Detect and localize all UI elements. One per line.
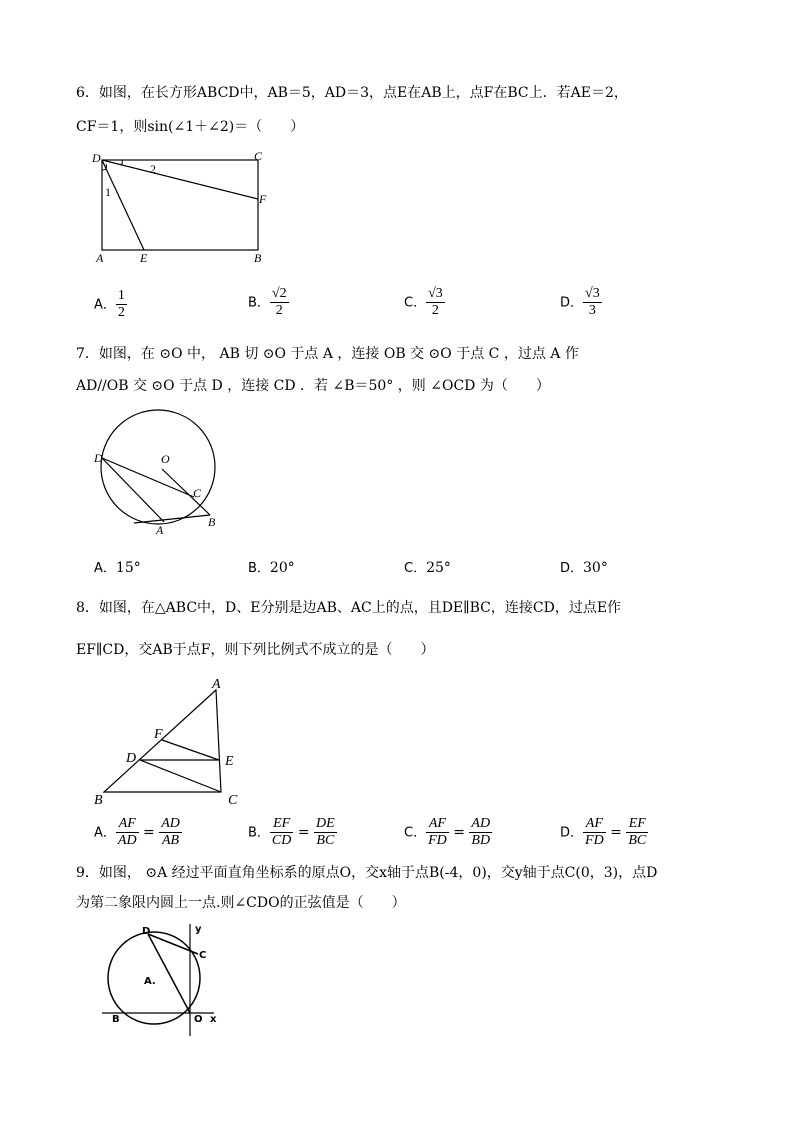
q7-label-a: A <box>156 523 164 535</box>
q6-option-a[interactable]: A． $\frac{1}{2}$ <box>94 288 125 320</box>
q7-circle-o <box>101 410 215 524</box>
q7-option-d[interactable]: D．30° <box>560 560 608 576</box>
q6-label-b: B <box>254 251 262 265</box>
q7-segment-ob <box>162 469 210 515</box>
q7-line1: 7．如图，在 ⊙O 中， AB 切 ⊙O 于点 A ，连接 OB 交 ⊙O 于点 C ，过点 A 作 <box>76 346 579 362</box>
q9-label-x: x <box>210 1014 217 1025</box>
q6-line1: 6．如图，在长方形ABCD中，AB＝5，AD＝3，点E在AB上，点F在BC上．若AE＝2， <box>76 85 628 101</box>
q8-triangle-figure <box>88 672 258 812</box>
q8-segment-cd <box>140 760 221 792</box>
q6-line2: CF＝1，则sin(∠1＋∠2)＝（ ） <box>76 119 305 135</box>
q6-label-e: E <box>140 251 148 265</box>
q9-label-o: O <box>194 1014 203 1025</box>
q8-line2: EF∥CD，交AB于点F，则下列比例式不成立的是（ ） <box>76 642 435 658</box>
q6-rectangle-figure <box>88 146 278 271</box>
q7-line2: AD//OB 交 ⊙O 于点 D ，连接 CD ．若 ∠B＝50° ，则 ∠OCD 为（ ） <box>76 378 550 394</box>
q9-label-c: C <box>199 950 207 961</box>
q7-segment-da <box>102 458 164 522</box>
q9-label-y: y <box>195 924 202 935</box>
q6-angle-2-arc <box>121 160 122 165</box>
q7-segment-dc <box>102 458 194 497</box>
q9-label-a: A. <box>144 976 156 987</box>
q7-label-d: D <box>94 451 103 465</box>
q9-line1: 9．如图， ⊙A 经过平面直角坐标系的原点O，交x轴于点B(-4，0)，交y轴于点C(0，3)，点D <box>76 865 658 881</box>
q6-label-f: F <box>259 192 267 206</box>
q7-option-a[interactable]: A．15° <box>94 560 141 576</box>
q7-label-b: B <box>208 515 216 529</box>
q9-label-b: B <box>112 1014 120 1025</box>
q6-segment-df <box>102 160 258 199</box>
q8-option-b[interactable]: B． $\frac{EF}{CD}$ = $\frac{DE}{BC}$ <box>248 816 335 848</box>
q6-label-c: C <box>254 149 263 163</box>
q8-option-c[interactable]: C． $\frac{AF}{FD}$ = $\frac{AD}{BD}$ <box>404 816 491 848</box>
q7-option-b[interactable]: B．20° <box>248 560 295 576</box>
q8-label-e: E <box>225 754 234 769</box>
q7-label-c: C <box>193 486 202 500</box>
q8-label-d: D <box>126 751 137 766</box>
q8-option-a[interactable]: A． $\frac{AF}{AD}$ = $\frac{AD}{AB}$ <box>94 816 180 848</box>
q7-circle-figure <box>88 405 238 535</box>
q9-line2: 为第二象限内圆上一点.则∠CDO的正弦值是（ ） <box>76 895 406 911</box>
q8-label-a: A <box>212 677 221 692</box>
q7-option-c[interactable]: C．25° <box>404 560 451 576</box>
q6-label-d: D <box>92 151 101 165</box>
q8-segment-ef <box>162 740 219 760</box>
q9-coordinate-figure <box>98 918 238 1044</box>
q7-label-o: O <box>161 452 170 466</box>
q9-label-d: D <box>142 926 151 937</box>
q6-option-b[interactable]: B． $\frac{√2}{2}$ <box>248 286 287 318</box>
q8-option-d[interactable]: D． $\frac{AF}{FD}$ = $\frac{EF}{BC}$ <box>560 816 647 848</box>
q8-label-b: B <box>94 793 103 808</box>
q6-label-a: A <box>96 251 104 265</box>
q6-label-2: 2 <box>150 162 156 176</box>
q8-line1: 8．如图，在△ABC中，D、E分别是边AB、AC上的点，且DE∥BC，连接CD，过点E作 <box>76 600 622 616</box>
q6-label-1: 1 <box>105 185 111 199</box>
q6-segment-de <box>102 160 144 250</box>
q8-label-f: F <box>154 727 163 742</box>
q8-label-c: C <box>228 793 238 808</box>
q6-option-d[interactable]: D． $\frac{√3}{3}$ <box>560 286 600 318</box>
q9-segment-do <box>148 934 190 1013</box>
q6-option-c[interactable]: C． $\frac{√3}{2}$ <box>404 286 443 318</box>
q6-rect-abcd <box>102 160 258 250</box>
